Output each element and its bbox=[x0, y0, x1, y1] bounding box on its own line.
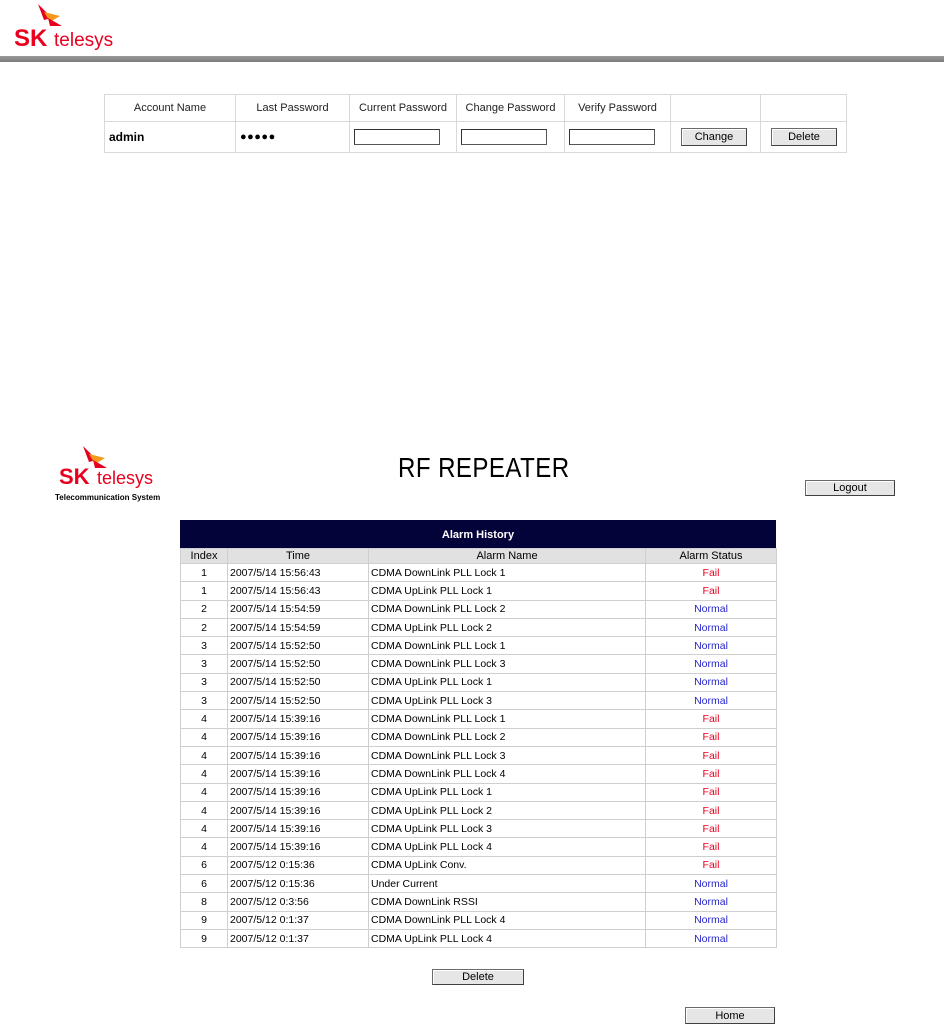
alarm-name: CDMA DownLink PLL Lock 4 bbox=[369, 911, 646, 929]
col-current-password: Current Password bbox=[350, 95, 457, 122]
alarm-status: Fail bbox=[646, 710, 777, 728]
alarm-status: Normal bbox=[646, 655, 777, 673]
alarm-name: CDMA UpLink Conv. bbox=[369, 856, 646, 874]
alarm-status: Fail bbox=[646, 564, 777, 582]
alarm-name: CDMA DownLink PLL Lock 2 bbox=[369, 600, 646, 618]
col-account-name: Account Name bbox=[105, 95, 236, 122]
alarm-time: 2007/5/14 15:56:43 bbox=[228, 582, 369, 600]
alarm-index: 4 bbox=[181, 783, 228, 801]
alarm-index: 9 bbox=[181, 929, 228, 947]
alarm-row bbox=[181, 728, 777, 746]
logo2-sk-text: SK bbox=[59, 464, 90, 489]
sk-telesys-logo bbox=[14, 2, 144, 52]
alarm-index: 6 bbox=[181, 856, 228, 874]
alarm-row bbox=[181, 856, 777, 874]
alarm-row bbox=[181, 692, 777, 710]
alarm-row bbox=[181, 655, 777, 673]
alarm-row bbox=[181, 582, 777, 600]
alarm-table-header bbox=[181, 549, 777, 564]
alarm-name: CDMA DownLink PLL Lock 1 bbox=[369, 637, 646, 655]
alarm-time: 2007/5/14 15:39:16 bbox=[228, 728, 369, 746]
alarm-index: 9 bbox=[181, 911, 228, 929]
alarm-row bbox=[181, 801, 777, 819]
col-time: Time bbox=[228, 549, 369, 564]
alarm-time: 2007/5/14 15:39:16 bbox=[228, 820, 369, 838]
alarm-time: 2007/5/14 15:56:43 bbox=[228, 564, 369, 582]
alarm-time: 2007/5/12 0:1:37 bbox=[228, 911, 369, 929]
account-table bbox=[104, 94, 847, 153]
alarm-row bbox=[181, 564, 777, 582]
alarm-name: CDMA UpLink PLL Lock 3 bbox=[369, 692, 646, 710]
alarm-name: CDMA UpLink PLL Lock 4 bbox=[369, 838, 646, 856]
alarm-index: 3 bbox=[181, 655, 228, 673]
alarm-index: 1 bbox=[181, 564, 228, 582]
alarm-status: Fail bbox=[646, 801, 777, 819]
alarm-status: Fail bbox=[646, 838, 777, 856]
alarm-index: 4 bbox=[181, 801, 228, 819]
alarm-status: Normal bbox=[646, 692, 777, 710]
alarm-name: CDMA UpLink PLL Lock 4 bbox=[369, 929, 646, 947]
alarm-time: 2007/5/12 0:1:37 bbox=[228, 929, 369, 947]
alarm-status: Fail bbox=[646, 765, 777, 783]
alarm-time: 2007/5/14 15:54:59 bbox=[228, 600, 369, 618]
alarm-time: 2007/5/14 15:39:16 bbox=[228, 783, 369, 801]
alarm-time: 2007/5/14 15:39:16 bbox=[228, 801, 369, 819]
alarm-status: Normal bbox=[646, 911, 777, 929]
alarm-index: 4 bbox=[181, 710, 228, 728]
alarm-name: CDMA UpLink PLL Lock 1 bbox=[369, 783, 646, 801]
alarm-row bbox=[181, 600, 777, 618]
alarm-index: 3 bbox=[181, 692, 228, 710]
alarm-status: Normal bbox=[646, 929, 777, 947]
alarm-status: Normal bbox=[646, 893, 777, 911]
alarm-index: 4 bbox=[181, 728, 228, 746]
alarm-index: 6 bbox=[181, 875, 228, 893]
alarm-row bbox=[181, 875, 777, 893]
alarm-status: Fail bbox=[646, 582, 777, 600]
header-divider bbox=[0, 56, 944, 62]
col-last-password: Last Password bbox=[236, 95, 350, 122]
alarm-name: CDMA DownLink PLL Lock 1 bbox=[369, 564, 646, 582]
alarm-name: CDMA DownLink RSSI bbox=[369, 893, 646, 911]
alarm-time: 2007/5/14 15:52:50 bbox=[228, 637, 369, 655]
alarm-name: CDMA UpLink PLL Lock 3 bbox=[369, 820, 646, 838]
alarm-index: 3 bbox=[181, 637, 228, 655]
account-name: admin bbox=[105, 122, 236, 153]
delete-account-button[interactable]: Delete bbox=[771, 128, 837, 146]
col-verify-password: Verify Password bbox=[565, 95, 671, 122]
current-password-input[interactable] bbox=[354, 129, 440, 145]
alarm-name: CDMA UpLink PLL Lock 2 bbox=[369, 618, 646, 636]
col-change-password: Change Password bbox=[457, 95, 565, 122]
change-button[interactable]: Change bbox=[681, 128, 747, 146]
col-index: Index bbox=[181, 549, 228, 564]
alarm-row bbox=[181, 765, 777, 783]
page-title: RF REPEATER bbox=[398, 452, 570, 483]
logo2-telesys-text: telesys bbox=[97, 468, 154, 488]
alarm-row bbox=[181, 710, 777, 728]
alarm-status: Fail bbox=[646, 820, 777, 838]
alarm-name: CDMA UpLink PLL Lock 1 bbox=[369, 582, 646, 600]
verify-password-input[interactable] bbox=[569, 129, 655, 145]
last-password-mask: ●●●●● bbox=[236, 122, 350, 153]
alarm-name: CDMA UpLink PLL Lock 1 bbox=[369, 673, 646, 691]
alarm-status: Normal bbox=[646, 600, 777, 618]
home-button[interactable]: Home bbox=[685, 1007, 775, 1024]
alarm-name: CDMA DownLink PLL Lock 2 bbox=[369, 728, 646, 746]
alarm-name: CDMA DownLink PLL Lock 4 bbox=[369, 765, 646, 783]
alarm-status: Normal bbox=[646, 618, 777, 636]
alarm-name: CDMA DownLink PLL Lock 1 bbox=[369, 710, 646, 728]
alarm-name: Under Current bbox=[369, 875, 646, 893]
alarm-history-title: Alarm History bbox=[180, 520, 776, 548]
col-delete-action bbox=[761, 95, 847, 122]
alarm-time: 2007/5/14 15:52:50 bbox=[228, 655, 369, 673]
alarm-row bbox=[181, 911, 777, 929]
alarm-time: 2007/5/12 0:15:36 bbox=[228, 856, 369, 874]
alarm-index: 3 bbox=[181, 673, 228, 691]
alarm-time: 2007/5/14 15:52:50 bbox=[228, 673, 369, 691]
logout-button[interactable]: Logout bbox=[805, 480, 895, 496]
alarm-time: 2007/5/12 0:3:56 bbox=[228, 893, 369, 911]
alarm-row bbox=[181, 893, 777, 911]
logo2-tagline: Telecommunication System bbox=[55, 493, 161, 502]
alarm-row bbox=[181, 618, 777, 636]
alarm-status: Fail bbox=[646, 856, 777, 874]
alarm-status: Normal bbox=[646, 673, 777, 691]
alarm-status: Normal bbox=[646, 875, 777, 893]
delete-history-button[interactable]: Delete bbox=[432, 969, 524, 985]
col-change-action bbox=[671, 95, 761, 122]
alarm-history-panel bbox=[180, 520, 776, 948]
alarm-index: 4 bbox=[181, 838, 228, 856]
account-table-header bbox=[105, 95, 847, 122]
alarm-index: 4 bbox=[181, 746, 228, 764]
logo-sk-text: SK bbox=[14, 25, 48, 52]
alarm-row bbox=[181, 929, 777, 947]
alarm-time: 2007/5/14 15:39:16 bbox=[228, 838, 369, 856]
alarm-history-table bbox=[180, 548, 777, 948]
alarm-index: 2 bbox=[181, 600, 228, 618]
alarm-index: 4 bbox=[181, 765, 228, 783]
alarm-row bbox=[181, 820, 777, 838]
alarm-status: Fail bbox=[646, 746, 777, 764]
alarm-name: CDMA UpLink PLL Lock 2 bbox=[369, 801, 646, 819]
alarm-time: 2007/5/14 15:39:16 bbox=[228, 746, 369, 764]
alarm-name: CDMA DownLink PLL Lock 3 bbox=[369, 746, 646, 764]
alarm-index: 1 bbox=[181, 582, 228, 600]
sk-telesys-logo-secondary bbox=[55, 444, 195, 504]
account-row bbox=[105, 122, 847, 153]
alarm-index: 4 bbox=[181, 820, 228, 838]
alarm-row bbox=[181, 673, 777, 691]
alarm-row bbox=[181, 838, 777, 856]
alarm-time: 2007/5/14 15:52:50 bbox=[228, 692, 369, 710]
col-alarm-name: Alarm Name bbox=[369, 549, 646, 564]
alarm-index: 8 bbox=[181, 893, 228, 911]
alarm-row bbox=[181, 637, 777, 655]
alarm-time: 2007/5/12 0:15:36 bbox=[228, 875, 369, 893]
change-password-input[interactable] bbox=[461, 129, 547, 145]
alarm-status: Normal bbox=[646, 637, 777, 655]
alarm-time: 2007/5/14 15:54:59 bbox=[228, 618, 369, 636]
logo-telesys-text: telesys bbox=[54, 30, 114, 51]
alarm-status: Fail bbox=[646, 728, 777, 746]
alarm-time: 2007/5/14 15:39:16 bbox=[228, 765, 369, 783]
alarm-index: 2 bbox=[181, 618, 228, 636]
alarm-time: 2007/5/14 15:39:16 bbox=[228, 710, 369, 728]
alarm-status: Fail bbox=[646, 783, 777, 801]
alarm-name: CDMA DownLink PLL Lock 3 bbox=[369, 655, 646, 673]
alarm-row bbox=[181, 783, 777, 801]
col-alarm-status: Alarm Status bbox=[646, 549, 777, 564]
alarm-row bbox=[181, 746, 777, 764]
